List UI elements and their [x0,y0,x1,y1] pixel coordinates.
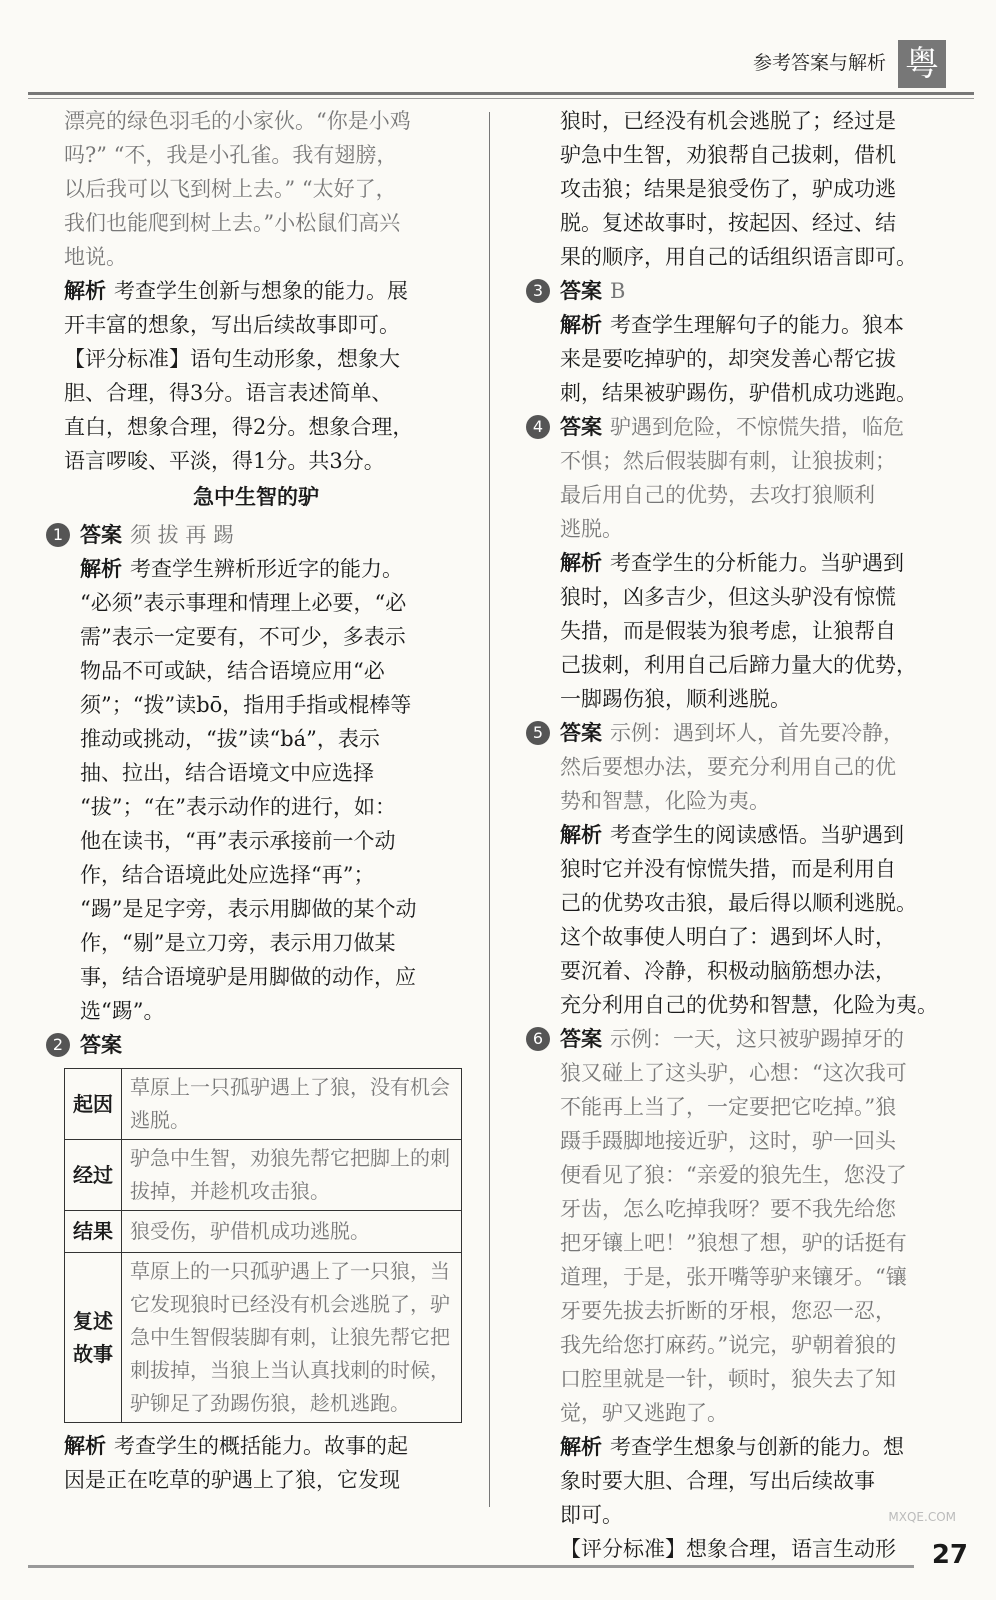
right-column [526,104,952,1566]
text-line: “拔”；“在”表示动作的进行，如： [80,795,396,819]
analysis-block [46,274,466,342]
text-line: 果的顺序，用自己的话组织语言即可。 [560,245,917,269]
text-line: 作，结合语境此处应选择“再”； [80,863,375,887]
text-line: 考查学生想象与创新的能力。想 [610,1435,904,1459]
text-line: 地说。 [64,245,127,269]
question-6 [526,1022,952,1566]
text-line: 事，结合语境驴是用脚做的动作，应 [80,965,416,989]
question-4 [526,410,952,716]
page-header [28,40,974,102]
answer-text: 驴遇到危险，不惊慌失措，临危 [610,415,904,439]
answer-text: 示例：一天，这只被驴踢掉牙的 [610,1027,904,1051]
text-line: 以后我可以飞到树上去。” “太好了， [64,177,397,201]
analysis-label: 解析 [560,313,602,337]
answer-text: 牙齿，怎么吃掉我呀？要不我先给您 [560,1197,896,1221]
text-line: 推动或挑动，“拔”读“bá”，表示 [80,727,380,751]
question-number: 6 [526,1027,550,1051]
answer-text: 口腔里就是一针，顿时，狼失去了知 [560,1367,896,1391]
text-line: 直白，想象合理，得2分。想象合理， [64,415,414,439]
text-line: 充分利用自己的优势和智慧，化险为夷。 [560,993,938,1017]
text-line: 即可。 [560,1503,623,1527]
text-line: 考查学生辨析形近字的能力。 [130,557,403,581]
text-line: 考查学生的分析能力。当驴遇到 [610,551,904,575]
watermark: MXQE.COM [888,1510,956,1524]
answer-text: 不能再上当了，一定要把它吃掉。”狼 [560,1095,897,1119]
text-line: 物品不可或缺，结合语境应用“必 [80,659,385,683]
text-line: 吗?” “不，我是小孔雀。我有翅膀， [64,143,398,167]
text-line: 开丰富的想象，写出后续故事即可。 [64,313,400,337]
text-line: 抽、拉出，结合语境文中应选择 [80,761,374,785]
text-line: 选“踢”。 [80,999,165,1023]
question-2 [46,1028,466,1497]
answer-text: 然后要想办法，要充分利用自己的优 [560,755,896,779]
row-key: 起因 [65,1069,122,1140]
table-row [65,1253,462,1423]
analysis-label: 解析 [560,1435,602,1459]
answer-text: 便看见了狼：“亲爱的狼先生，您没了 [560,1163,907,1187]
text-line: 来是要吃掉驴的，却突发善心帮它拔 [560,347,896,371]
scoring-standard: 【评分标准】想象合理，语言生动形 [560,1537,896,1561]
text-line: 作，“剔”是立刀旁，表示用刀做某 [80,931,396,955]
text-line: 考查学生创新与想象的能力。展 [114,279,408,303]
column-divider [489,112,490,1507]
text-line: 一脚踢伤狼，顺利逃脱。 [560,687,791,711]
table-row [65,1069,462,1140]
section-title: 急中生智的驴 [193,485,319,509]
answer-text: 把牙镶上吧！”狼想了想，驴的话挺有 [560,1231,907,1255]
answer-text: 蹑手蹑脚地接近驴，这时，驴一回头 [560,1129,896,1153]
question-1 [46,518,466,1028]
header-title: 参考答案与解析 [752,52,886,74]
answer-text: 不惧；然后假装脚有刺，让狼拔刺； [560,449,896,473]
table-row [65,1140,462,1211]
answer-text: 狼又碰上了这头驴，心想：“这次我可 [560,1061,907,1085]
text-line: 狼时它并没有惊慌失措，而是利用自 [560,857,896,881]
text-line: 【评分标准】语句生动形象，想象大 [64,347,400,371]
scoring-standard [46,342,466,478]
analysis-label: 解析 [64,279,106,303]
text-line: 胆、合理，得3分。语言表述简单、 [64,381,393,405]
answer-text: 示例：遇到坏人，首先要冷静， [610,721,904,745]
text-line: 己拔刺，利用自己后蹄力量大的优势， [560,653,917,677]
row-value: 草原上的一只孤驴遇上了一只狼，当它发现狼时已经没有机会逃脱了，驴急中生智假装脚有刺，让狼先帮它把刺拔掉，当狼上当认真找刺的时候，驴铆足了劲踢伤狼，趁机逃跑。 [122,1253,462,1423]
answer-label: 答案 [560,1027,602,1051]
text-line: 攻击狼；结果是狼受伤了，驴成功逃 [560,177,896,201]
row-value: 驴急中生智，劝狼先帮它把脚上的刺拔掉，并趁机攻击狼。 [122,1140,462,1211]
text-line: 驴急中生智，劝狼帮自己拔刺，借机 [560,143,896,167]
text-line: 脱。复述故事时，按起因、经过、结 [560,211,896,235]
story-table [64,1068,462,1423]
answer-text: 须 拔 再 踢 [130,523,235,547]
text-line: 须”；“拨”读bō，指用手指或棍棒等 [80,693,412,717]
answer-text: 我先给您打麻药。”说完，驴朝着狼的 [560,1333,897,1357]
text-line: 考查学生的阅读感悟。当驴遇到 [610,823,904,847]
answer-text: 道理，于是，张开嘴等驴来镶牙。“镶 [560,1265,907,1289]
analysis-label: 解析 [80,557,122,581]
header-rule-thin [28,98,974,99]
answer-text: 最后用自己的优势，去攻打狼顺利 [560,483,875,507]
answer-text: 觉，驴又逃跑了。 [560,1401,728,1425]
region-badge: 粤 [898,40,946,88]
text-line: 狼时，凶多吉少，但这头驴没有惊慌 [560,585,896,609]
text-line: 考查学生的概括能力。故事的起 [114,1434,408,1458]
left-column [46,104,466,1497]
text-line: 需”表示一定要有，不可少，多表示 [80,625,406,649]
row-key: 经过 [65,1140,122,1211]
text-line: 我们也能爬到树上去。”小松鼠们高兴 [64,211,401,235]
text-line: 这个故事使人明白了：遇到坏人时， [560,925,896,949]
row-key: 结果 [65,1211,122,1253]
answer-label: 答案 [560,721,602,745]
text-line: “踢”是足字旁，表示用脚做的某个动 [80,897,417,921]
page-number: 27 [931,1540,968,1570]
question-number: 4 [526,415,550,439]
answer-label: 答案 [80,1033,122,1057]
row-value: 草原上一只孤驴遇上了狼，没有机会逃脱。 [122,1069,462,1140]
analysis-label: 解析 [560,551,602,575]
question-3 [526,274,952,410]
analysis-label: 解析 [560,823,602,847]
text-line: 因是正在吃草的驴遇上了狼，它发现 [64,1468,400,1492]
question-number: 2 [46,1033,70,1057]
question-number: 1 [46,523,70,547]
analysis-label: 解析 [64,1434,106,1458]
header-rule [28,92,974,95]
q2-analysis-continued [526,104,952,274]
row-value: 狼受伤，驴借机成功逃脱。 [122,1211,462,1253]
answer-label: 答案 [560,415,602,439]
text-line: 刺，结果被驴踢伤，驴借机成功逃跑。 [560,381,917,405]
question-number: 3 [526,279,550,303]
answer-label: 答案 [80,523,122,547]
table-row [65,1211,462,1253]
text-line: 象时要大胆、合理，写出后续故事 [560,1469,875,1493]
story-continuation [46,104,466,274]
text-line: 考查学生理解句子的能力。狼本 [610,313,904,337]
text-line: 语言啰唆、平淡，得1分。共3分。 [64,449,385,473]
row-key: 复述故事 [65,1253,122,1423]
question-5 [526,716,952,1022]
text-line: 他在读书，“再”表示承接前一个动 [80,829,396,853]
text-line: 己的优势攻击狼，最后得以顺利逃脱。 [560,891,917,915]
answer-text: 势和智慧，化险为夷。 [560,789,770,813]
text-line: “必须”表示事理和情理上必要，“必 [80,591,407,615]
answer-text: B [610,279,626,303]
text-line: 要沉着、冷静，积极动脑筋想办法， [560,959,896,983]
answer-label: 答案 [560,279,602,303]
question-number: 5 [526,721,550,745]
footer-rule [28,1565,914,1568]
text-line: 漂亮的绿色羽毛的小家伙。“你是小鸡 [64,109,411,133]
answer-text: 牙要先拔去折断的牙根，您忍一忍， [560,1299,896,1323]
text-line: 失措，而是假装为狼考虑，让狼帮自 [560,619,896,643]
answer-text: 逃脱。 [560,517,623,541]
text-line: 狼时，已经没有机会逃脱了；经过是 [560,109,896,133]
